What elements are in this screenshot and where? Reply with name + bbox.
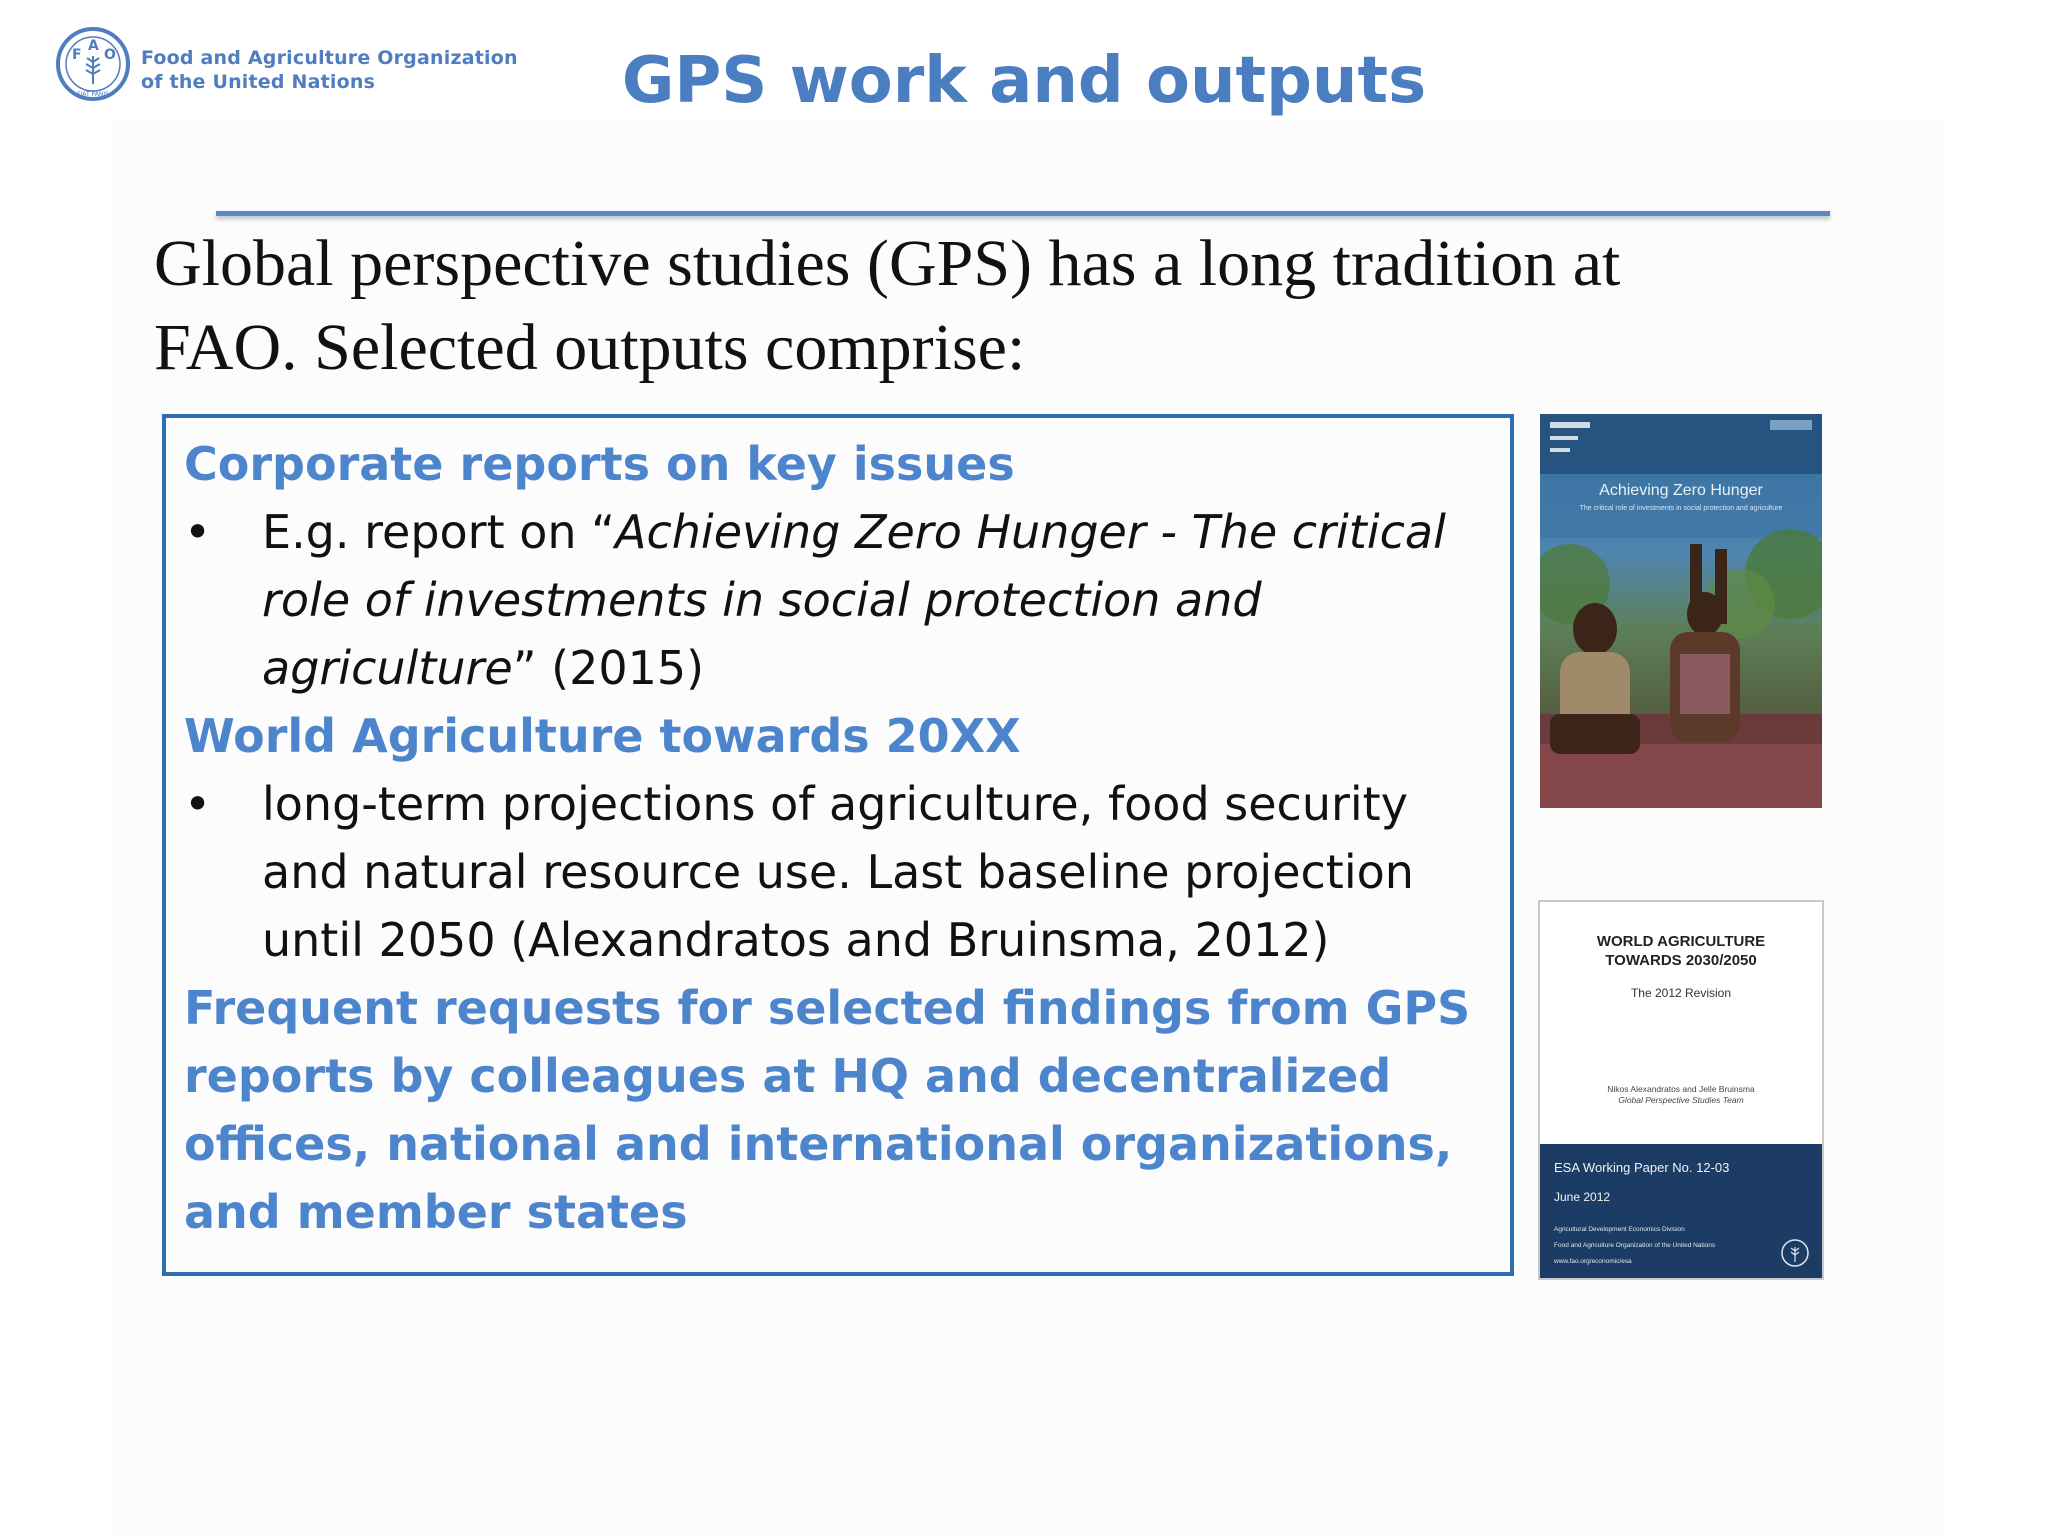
intro-text: Global perspective studies (GPS) has a long tradition at FAO. Selected outputs comprise:: [154, 227, 1621, 384]
cover-org: Food and Agriculture Organization of the United Nations: [1554, 1242, 1716, 1249]
cover-title-line2: TOWARDS 2030/2050: [1605, 952, 1757, 969]
cover-revision: The 2012 Revision: [1630, 986, 1732, 1000]
fao-emblem-small-icon: [1780, 1238, 1810, 1268]
svg-text:FIAT PANIS: FIAT PANIS: [77, 91, 109, 98]
svg-text:A: A: [88, 38, 99, 54]
cover-team: Global Perspective Studies Team: [1618, 1095, 1744, 1105]
cover-series: ESA Working Paper No. 12-03: [1554, 1160, 1730, 1175]
heading-frequent-requests: Frequent requests for selected findings from GPS reports by colleagues at HQ and decentralized offices, national and international organizations, and member states: [184, 981, 1471, 1239]
cover-authors: [1540, 1084, 1822, 1106]
svg-text:O: O: [104, 47, 116, 63]
bullet-zero-hunger: [184, 498, 1494, 702]
zero-hunger-cover-image: [1540, 414, 1822, 808]
slide-title: GPS work and outputs: [621, 44, 1427, 118]
world-agriculture-cover-title: [1540, 932, 1822, 970]
cover-small-print: [1554, 1222, 1715, 1270]
slide-title-wrap: [0, 44, 2048, 118]
org-name-line2: of the United Nations: [141, 71, 376, 93]
bullet-icon: •: [184, 505, 212, 559]
cover-footer-band: [1540, 1144, 1822, 1280]
bullet-projections: [184, 770, 1494, 974]
heading-corporate-reports: Corporate reports on key issues: [184, 437, 1015, 491]
cover-url: www.fao.org/economic/esa: [1554, 1258, 1632, 1265]
world-agriculture-cover-image: [1538, 900, 1824, 1280]
heading-world-agriculture: World Agriculture towards 20XX: [184, 709, 1021, 763]
cover-date: June 2012: [1554, 1190, 1611, 1204]
cover-title-line1: WORLD AGRICULTURE: [1596, 933, 1766, 950]
cover-division: Agricultural Development Economics Division: [1554, 1226, 1685, 1233]
org-name-line1: Food and Agriculture Organization: [141, 47, 518, 69]
zero-hunger-cover-photo: [1540, 414, 1822, 808]
bullet-zero-hunger-title: Achieving Zero Hunger - The critical role of investments in social protection and agriculture: [262, 505, 1446, 695]
zero-hunger-cover-subtitle: The critical role of investments in social protection and agriculture: [1579, 505, 1783, 512]
bullet-zero-hunger-suffix: ” (2015): [512, 641, 705, 695]
bullet-zero-hunger-prefix: E.g. report on “: [262, 505, 615, 559]
bullet-icon: •: [184, 777, 212, 831]
title-divider: [216, 211, 1830, 216]
cover-author-names: Nikos Alexandratos and Jelle Bruinsma: [1607, 1084, 1755, 1094]
bullet-projections-text: long-term projections of agriculture, food security and natural resource use. Last baseline projection until 2050 (Alexandratos and Bruinsma, 2012): [262, 777, 1414, 967]
outputs-content: [184, 430, 1494, 1246]
svg-text:F: F: [72, 47, 82, 63]
zero-hunger-cover-title: Achieving Zero Hunger: [1599, 482, 1763, 499]
